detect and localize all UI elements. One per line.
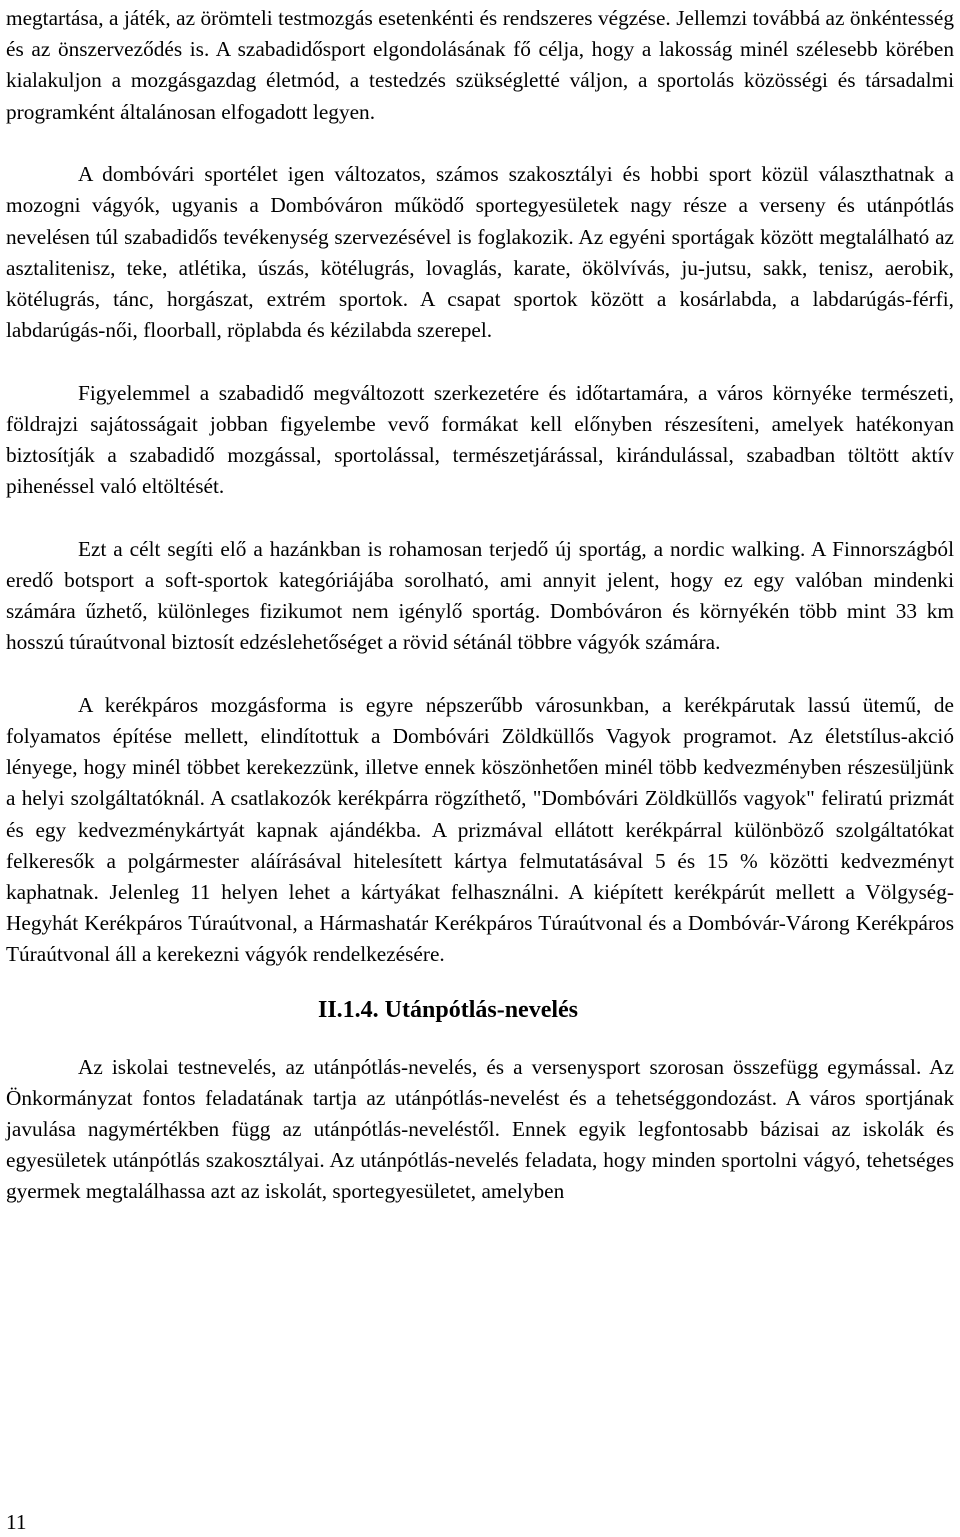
paragraph-leisure-structure: Figyelemmel a szabadidő megváltozott szerkezetére és időtartamára, a város környéke természeti, földrajzi sajátosságait jobban figyelembe vevő formákat kell előnyben részesíteni, amelyek hatékonyan biztosítják a szabadidő mozgással, sportolással, természetjárással, kirándulással, szabadban töltött aktív pihenéssel való eltöltését. [6, 380, 954, 499]
paragraph-cycling: A kerékpáros mozgásforma is egyre népszerűbb városunkban, a kerékpárutak lassú ütemű, de folyamatos építése mellett, elindítottuk a Dombóvári Zöldküllős Vagyok programot. Az életstílus-akció lényege, hogy minél többet kerekezzünk, illetve ennek köszönhetően minél több kedvezményben részesüljünk a helyi szolgáltatóknál. A csatlakozók kerékpárra rögzíthető, "Dombóvári Zöldküllős vagyok" feliratú prizmát és egy kedvezménykártyát kapnak ajándékba. A prizmával ellátott kerékpárral különböző szolgáltatókat felkeresők a polgármester aláírásával hitelesített kártya felmutatásával 5 és 15 % közötti kedvezményt kaphatnak. Jelenleg 11 helyen lehet a kártyákat felhasználni. A kiépített kerékpárút mellett a Völgység-Hegyhát Kerékpáros Túraútvonal, a Hármashatár Kerékpáros Túraútvonal és a Dombóvár-Várong Kerékpáros Túraútvonal áll a kerekezni vágyók rendelkezésére. [6, 692, 954, 967]
paragraph-nordic-walking: Ezt a célt segíti elő a hazánkban is rohamosan terjedő új sportág, a nordic walking. A Finnországból eredő botsport a soft-sportok kategóriájába sorolható, ami annyit jelent, hogy ez egy valóban mindenki számára űzhető, különleges fizikumot nem igénylő sportág. Dombóváron és környékén több mint 33 km hosszú túraútvonal biztosít edzéslehetőséget a rövid sétánál többre vágyók számára. [6, 536, 954, 655]
page-number: 11 [6, 1510, 27, 1534]
paragraph-leisure-sport-goals: megtartása, a játék, az örömteli testmozgás esetenkénti és rendszeres végzése. Jellemzi továbbá az önkéntesség és az önszerveződés is. A szabadidősport elgondolásának fő célja, hogy a lakosság minél szélesebb körében kialakuljon a mozgásgazdag életmód, a testedzés szükségletté váljon, a sportolás közösségi és társadalmi programként általánosan elfogadott legyen. [6, 6, 954, 124]
paragraph-youth-development: Az iskolai testnevelés, az utánpótlás-nevelés, és a versenysport szorosan összefügg egymással. Az Önkormányzat fontos feladatának tartja az utánpótlás-nevelést és a tehetséggondozást. A város sportjának javulása nagymértékben függ az utánpótlás-neveléstől. Ennek egyik legfontosabb bázisai az iskolák és egyesületek utánpótlás szakosztályai. Az utánpótlás-nevelés feladata, hogy minden sportolni vágyó, tehetséges gyermek megtalálhassa azt az iskolát, sportegyesületet, amelyben [6, 1054, 954, 1204]
paragraph-dombovar-sport-life: A dombóvári sportélet igen változatos, számos szakosztályi és hobbi sport közül választhatnak a mozogni vágyók, ugyanis a Dombóváron működő sportegyesületek nagy része a verseny és utánpótlás nevelésen túl szabadidős tevékenység szervezésével is foglakozik. Az egyéni sportágak között megtalálható az asztalitenisz, teke, atlétika, úszás, kötélugrás, lovaglás, karate, ökölvívás, ju-jutsu, sakk, tenisz, aerobik, kötélugrás, tánc, horgászat, extrém sportok. A csapat sportok között a kosárlabda, a labdarúgás-férfi, labdarúgás-női, floorball, röplabda és kézilabda szerepel. [6, 162, 954, 343]
section-heading: II.1.4. Utánpótlás-nevelés [318, 996, 579, 1023]
document-page [6, 0, 954, 1208]
